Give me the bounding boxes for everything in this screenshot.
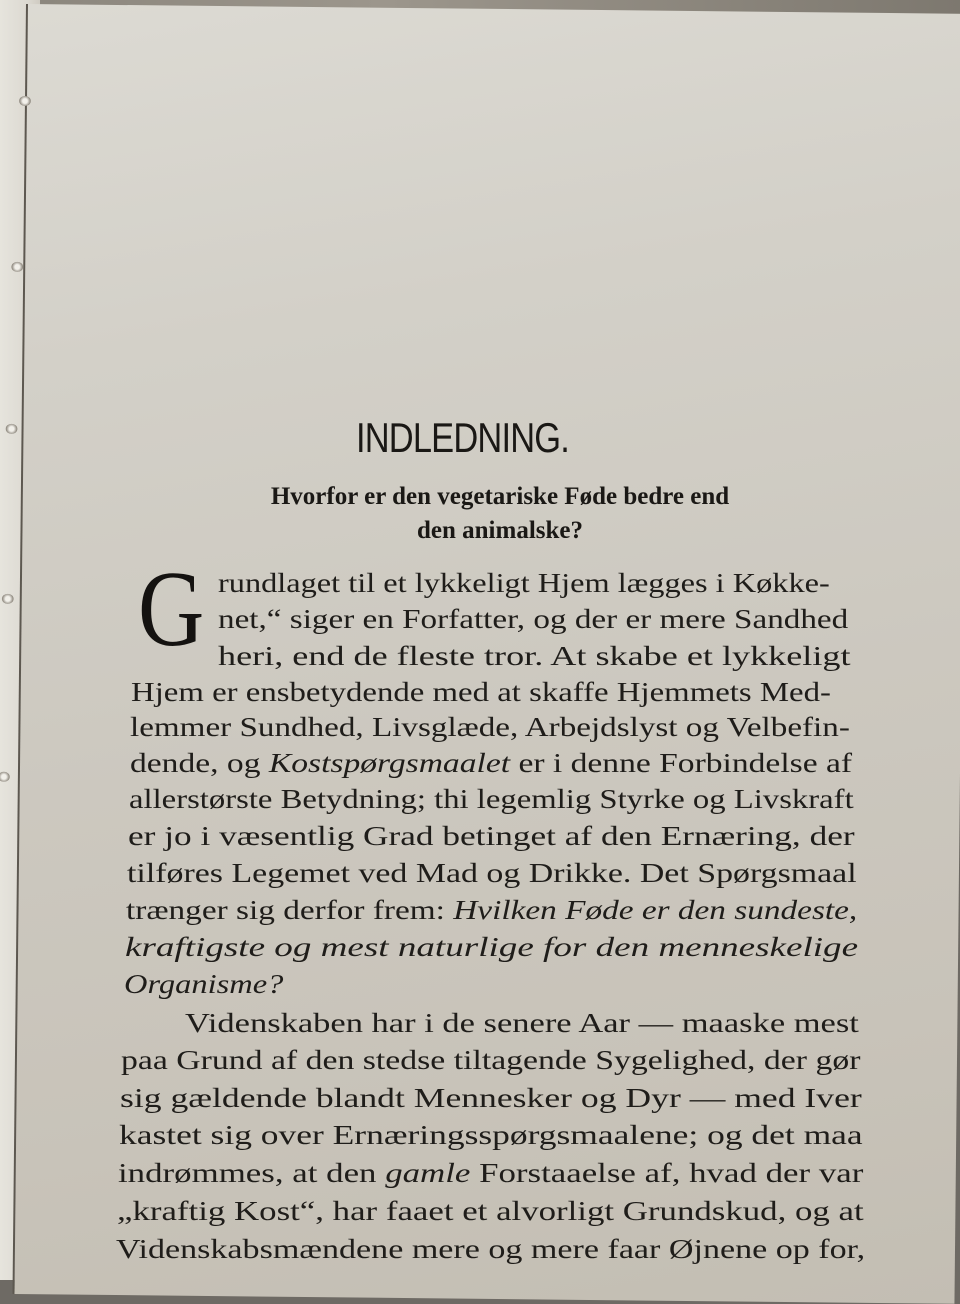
text-line (118, 1158, 863, 1189)
text-line (130, 712, 850, 743)
text-line (124, 969, 283, 1000)
subtitle-line: Hvorfor er den vegetariske Føde bedre end (270, 483, 730, 510)
text-line (185, 1008, 859, 1039)
drop-cap-letter: G (138, 550, 205, 669)
text-line (121, 1045, 860, 1076)
text-line (128, 821, 855, 852)
text-line (117, 1196, 864, 1227)
text-span: kastet sig over Ernæringsspørgsmaalene; og det maa (119, 1120, 863, 1150)
text-line (119, 1120, 863, 1151)
text-line (218, 604, 848, 635)
text-span: er jo i væsentlig Grad betinget af den Ernæring, der (128, 821, 855, 851)
chapter-title: INDLEDNING. (356, 414, 569, 461)
text-line (125, 932, 858, 963)
text-span: indrømmes, at den (118, 1158, 386, 1188)
text-line (116, 1234, 865, 1265)
italic-text: Hvilken Føde er den sundeste, (453, 895, 858, 925)
italic-text: kraftigste og mest naturlige for den menneskelige (125, 932, 859, 962)
chapter-subtitle (150, 480, 850, 548)
text-span: heri, end de fleste tror. At skabe et lykkeligt (218, 641, 851, 671)
text-line (120, 1083, 862, 1114)
text-line (218, 641, 851, 672)
text-span: paa Grund af den stedse tiltagende Sygelighed, der gør (121, 1045, 861, 1075)
italic-text: Organisme? (124, 969, 284, 999)
text-span: er i denne Forbindelse af (510, 748, 853, 778)
text-span: tilføres Legemet ved Mad og Drikke. Det Spørgsmaal (127, 858, 857, 888)
text-span: allerstørste Betydning; thi legemlig Styrke og Livskraft (129, 784, 854, 814)
text-span: rundlaget til et lykkeligt Hjem lægges i Køkke- (218, 568, 830, 598)
text-line (129, 784, 854, 815)
text-line (218, 568, 830, 599)
text-span: net,“ siger en Forfatter, og der er mere Sandhed (218, 604, 849, 634)
text-line (130, 748, 852, 779)
text-span: Videnskabsmændene mere og mere faar Øjnene op for, (116, 1234, 866, 1264)
text-span: Videnskaben har i de senere Aar — maaske mest (185, 1008, 859, 1038)
text-span: sig gældende blandt Mennesker og Dyr — med Iver (120, 1083, 862, 1113)
text-span: trænger sig derfor frem: (126, 895, 454, 925)
text-span: dende, og (130, 748, 269, 778)
italic-text: Kostspørgsmaalet (268, 748, 511, 778)
subtitle-line: den animalske? (416, 517, 583, 544)
text-span: Hjem er ensbetydende med at skaffe Hjemmets Med- (131, 677, 831, 707)
text-span: „kraftig Kost“, har faaet et alvorligt Grundskud, og at (117, 1196, 864, 1226)
text-span: Forstaaelse af, hvad der var (470, 1158, 864, 1188)
text-line (126, 895, 857, 926)
italic-text: gamle (385, 1158, 471, 1188)
text-line (131, 677, 831, 708)
text-line (127, 858, 857, 889)
text-span: lemmer Sundhed, Livsglæde, Arbejdslyst og Velbefin- (130, 712, 850, 742)
